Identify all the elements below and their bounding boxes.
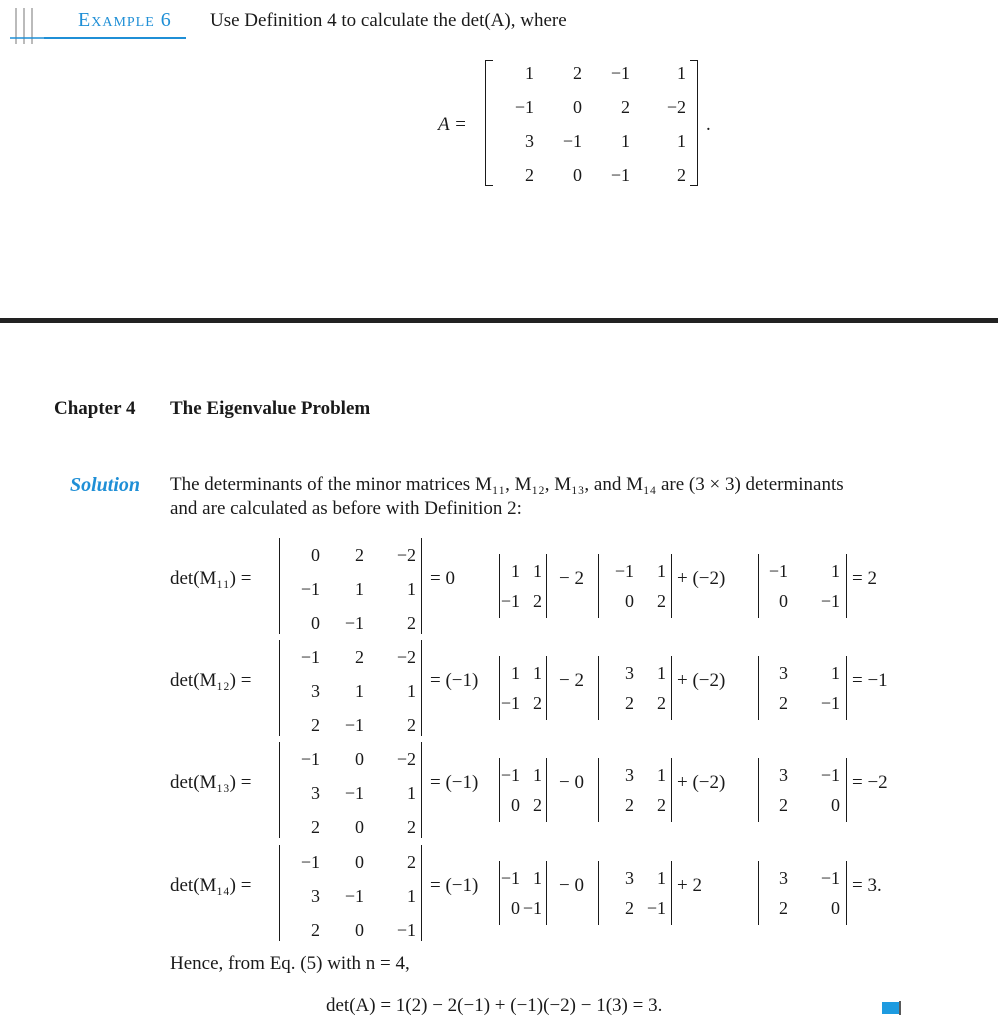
minor-matrix-cell: 0 [355,852,364,872]
matrix-a-cell: 1 [621,131,630,151]
minor-matrix-cell: −1 [300,579,320,599]
example-underline [44,37,186,39]
cofactor-3-cell: 0 [779,591,788,611]
cofactor-op-1: − 0 [559,875,584,896]
example-margin-mark [10,8,44,44]
minor-matrix-right-bar [421,538,422,634]
cofactor-3-cell: 0 [831,795,840,815]
minor-coefficient: = (−1) [430,875,479,896]
matrix-a-cell: 2 [573,63,582,83]
minor-matrix-cell: 0 [355,817,364,837]
minor-matrix-left-bar [279,742,280,838]
example-text: Use Definition 4 to calculate the det(A), where [210,10,567,31]
cofactor-1-cell: 2 [533,591,542,611]
chapter-number: Chapter 4 [54,398,136,419]
minor-matrix-cell: 2 [311,817,320,837]
cofactor-3 [758,760,840,820]
matrix-a-cell: 3 [525,131,534,151]
cofactor-1-cell: 1 [533,765,542,785]
cofactor-2-cell: 2 [625,693,634,713]
cofactor-2-right-bar [671,861,672,925]
matrix-a-cell: 0 [573,165,582,185]
minor-matrix-right-bar [421,640,422,736]
cofactor-2-cell: 1 [657,663,666,683]
cofactor-2-left-bar [598,861,599,925]
cofactor-3-right-bar [846,861,847,925]
minor-lhs: det(M₁₂) = [170,670,252,691]
cofactor-op-1: − 2 [559,568,584,589]
cofactor-2-cell: 0 [625,591,634,611]
minor-matrix-cell: 2 [407,852,416,872]
cofactor-2-cell: 1 [657,561,666,581]
minor-matrix-cell: 3 [311,681,320,701]
cofactor-2-cell: 1 [657,868,666,888]
minor-matrix [284,742,416,844]
cofactor-1-right-bar [546,861,547,925]
minor-matrix-cell: 2 [407,715,416,735]
minor-matrix-cell: 0 [311,613,320,633]
minor-coefficient: = (−1) [430,670,479,691]
cofactor-1-cell: 2 [533,693,542,713]
minor-matrix-right-bar [421,742,422,838]
cofactor-1-cell: −1 [500,693,520,713]
minor-lhs: det(M₁₃) = [170,772,252,793]
minor-coefficient: = 0 [430,568,455,589]
matrix-a-right-bracket [690,60,698,186]
cofactor-1 [500,863,542,923]
matrix-a-cell: −1 [610,63,630,83]
minor-matrix-cell: −1 [300,749,320,769]
solution-line-1: The determinants of the minor matrices M₁₁, M₁₂, M₁₃, and M₁₄ are (3 × 3) determinants [170,474,844,495]
cofactor-3-cell: 2 [779,898,788,918]
cofactor-3-cell: −1 [820,591,840,611]
cofactor-2-cell: 3 [625,765,634,785]
cofactor-2-right-bar [671,656,672,720]
minor-matrix-left-bar [279,538,280,634]
matrix-a-cell: 1 [677,63,686,83]
minor-matrix-cell: −1 [344,715,364,735]
cofactor-1-cell: −1 [500,765,520,785]
minor-matrix-cell: −1 [344,613,364,633]
cofactor-1-cell: 1 [511,663,520,683]
conclusion-formula: det(A) = 1(2) − 2(−1) + (−1)(−2) − 1(3) = 3. [326,995,663,1016]
minor-matrix-cell: 3 [311,783,320,803]
cofactor-3-cell: 3 [779,663,788,683]
cofactor-1 [500,760,542,820]
matrix-a-cell: 2 [525,165,534,185]
cofactor-3-cell: 1 [831,663,840,683]
minor-matrix-cell: 2 [311,920,320,940]
matrix-a-cell: 1 [525,63,534,83]
matrix-a-period: . [706,114,711,135]
matrix-a-cell: −1 [514,97,534,117]
cofactor-2-cell: 3 [625,868,634,888]
minor-matrix-cell: −1 [396,920,416,940]
matrix-a-cell: 2 [677,165,686,185]
cofactor-3-cell: 0 [831,898,840,918]
minor-matrix-cell: 1 [407,886,416,906]
cofactor-1-cell: −1 [522,898,542,918]
cofactor-1 [500,556,542,616]
minor-lhs: det(M₁₁) = [170,568,252,589]
cofactor-3-cell: 3 [779,765,788,785]
minor-matrix-cell: 2 [407,817,416,837]
cofactor-3-cell: 2 [779,693,788,713]
cofactor-1-cell: −1 [500,868,520,888]
page-divider [0,318,998,323]
cofactor-2 [600,760,666,820]
minor-matrix-cell: 3 [311,886,320,906]
cofactor-2-cell: 3 [625,663,634,683]
minor-matrix-cell: −1 [344,886,364,906]
minor-matrix-cell: −1 [300,647,320,667]
minor-result: = 3. [852,875,882,896]
cofactor-op-1: − 0 [559,772,584,793]
minor-lhs: det(M₁₄) = [170,875,252,896]
minor-matrix [284,640,416,742]
minor-matrix-cell: −1 [344,783,364,803]
conclusion-text: Hence, from Eq. (5) with n = 4, [170,953,410,974]
cofactor-op-2: + (−2) [677,670,726,691]
cofactor-1-cell: −1 [500,591,520,611]
minor-result: = −1 [852,670,888,691]
cofactor-2-cell: 2 [657,795,666,815]
cofactor-3-cell: −1 [820,693,840,713]
cofactor-1-right-bar [546,656,547,720]
cofactor-2 [600,556,666,616]
matrix-a-left-bracket [485,60,493,186]
cofactor-1-cell: 2 [533,795,542,815]
cofactor-2-cell: −1 [614,561,634,581]
cofactor-2 [600,658,666,718]
cofactor-2-cell: 1 [657,765,666,785]
cofactor-op-2: + (−2) [677,568,726,589]
minor-matrix-cell: 1 [355,579,364,599]
cofactor-1-cell: 1 [533,868,542,888]
cofactor-3-right-bar [846,554,847,618]
minor-matrix-cell: 0 [355,920,364,940]
matrix-a-cell: 0 [573,97,582,117]
cofactor-3-cell: 1 [831,561,840,581]
cofactor-1-cell: 0 [511,898,520,918]
cofactor-2-cell: 2 [625,795,634,815]
minor-matrix [284,845,416,947]
minor-result: = 2 [852,568,877,589]
matrix-a-lhs: A = [438,114,467,135]
minor-matrix-cell: 2 [355,647,364,667]
cofactor-3-right-bar [846,758,847,822]
minor-coefficient: = (−1) [430,772,479,793]
minor-matrix-cell: 1 [407,579,416,599]
cofactor-op-2: + 2 [677,875,702,896]
cofactor-op-1: − 2 [559,670,584,691]
cofactor-2 [600,863,666,923]
minor-matrix-cell: 2 [407,613,416,633]
matrix-a [498,56,686,192]
minor-matrix-left-bar [279,845,280,941]
cofactor-3 [758,863,840,923]
cofactor-1-right-bar [546,758,547,822]
cofactor-3-cell: −1 [768,561,788,581]
cofactor-2-left-bar [598,554,599,618]
matrix-a-cell: −1 [610,165,630,185]
cofactor-op-2: + (−2) [677,772,726,793]
minor-matrix-cell: −2 [396,545,416,565]
minor-matrix-cell: 2 [311,715,320,735]
minor-matrix-right-bar [421,845,422,941]
cofactor-1-right-bar [546,554,547,618]
cofactor-2-right-bar [671,554,672,618]
minor-matrix-cell: −1 [300,852,320,872]
solution-label: Solution [70,474,141,496]
minor-matrix [284,538,416,640]
matrix-a-cell: 2 [621,97,630,117]
chapter-title: The Eigenvalue Problem [170,398,371,419]
minor-matrix-cell: 1 [355,681,364,701]
solution-line-2: and are calculated as before with Definition 2: [170,498,522,519]
cofactor-1-cell: 0 [511,795,520,815]
cofactor-2-cell: −1 [646,898,666,918]
minor-matrix-cell: −2 [396,749,416,769]
cofactor-1-cell: 1 [511,561,520,581]
cofactor-3 [758,556,840,616]
margin-rule-icon [10,8,44,44]
end-of-example-icon [882,1001,902,1015]
cofactor-1 [500,658,542,718]
matrix-a-cell: 1 [677,131,686,151]
cofactor-3-cell: −1 [820,765,840,785]
cofactor-1-cell: 1 [533,561,542,581]
minor-matrix-cell: 1 [407,783,416,803]
cofactor-3-cell: 3 [779,868,788,888]
matrix-a-cell: −1 [562,131,582,151]
minor-matrix-cell: 2 [355,545,364,565]
minor-result: = −2 [852,772,888,793]
cofactor-2-cell: 2 [657,693,666,713]
matrix-a-cell: −2 [666,97,686,117]
cofactor-2-left-bar [598,656,599,720]
minor-matrix-cell: 0 [311,545,320,565]
cofactor-3-cell: 2 [779,795,788,815]
example-label: Example 6 [78,9,172,31]
cofactor-2-left-bar [598,758,599,822]
cofactor-1-cell: 1 [533,663,542,683]
cofactor-3-cell: −1 [820,868,840,888]
cofactor-3 [758,658,840,718]
cofactor-3-right-bar [846,656,847,720]
cofactor-2-cell: 2 [657,591,666,611]
minor-matrix-left-bar [279,640,280,736]
cofactor-2-right-bar [671,758,672,822]
minor-matrix-cell: 1 [407,681,416,701]
minor-matrix-cell: 0 [355,749,364,769]
minor-matrix-cell: −2 [396,647,416,667]
cofactor-2-cell: 2 [625,898,634,918]
